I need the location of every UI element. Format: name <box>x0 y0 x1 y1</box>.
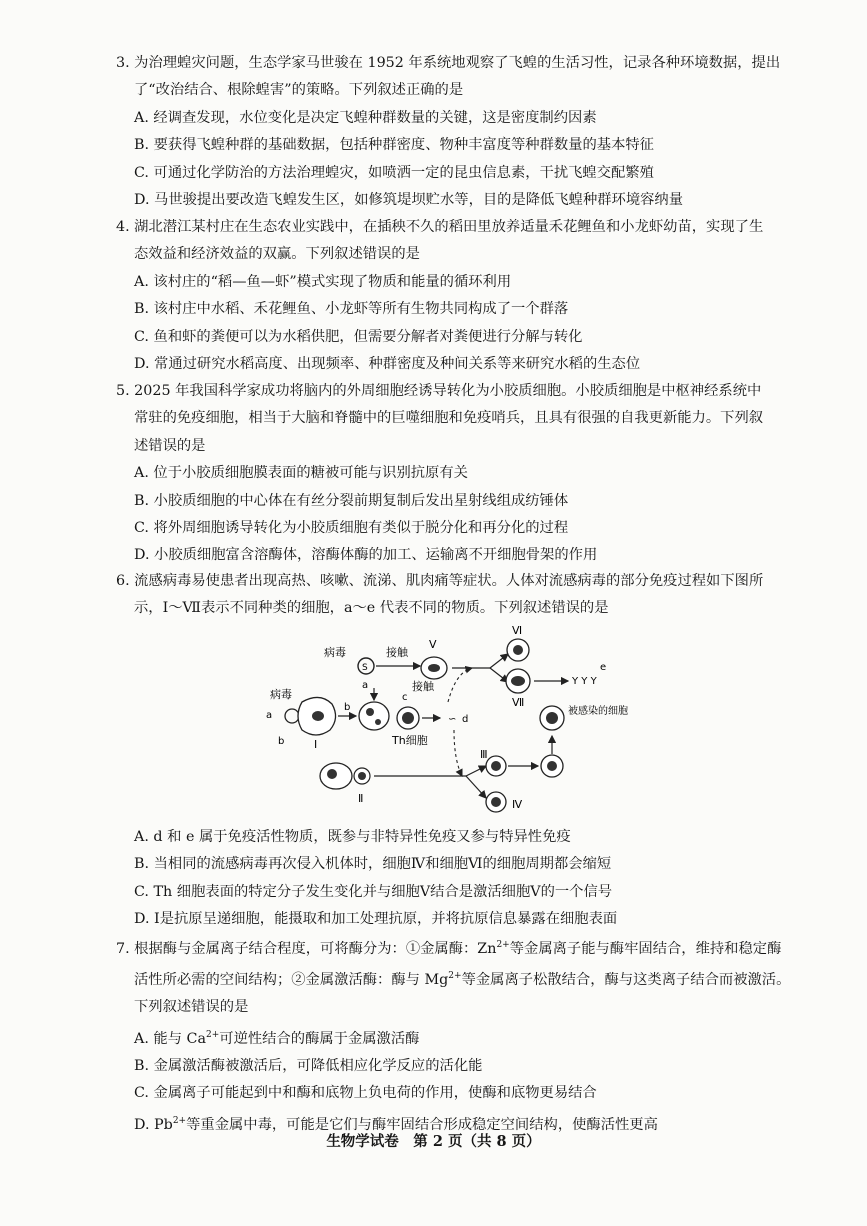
question-stem-line <box>116 932 832 963</box>
question-stem-line: 述错误的是 <box>134 437 206 454</box>
label-b: b <box>344 702 351 713</box>
question-6-options <box>116 824 832 934</box>
roman-vi: Ⅵ <box>512 624 523 637</box>
stem-text: 等金属离子能与酶牢固结合，维持和稳定酶 <box>509 940 782 957</box>
virus-label-left: 病毒 <box>270 688 292 701</box>
th-cell-icon <box>397 707 419 729</box>
roman-ii: Ⅱ <box>358 792 364 805</box>
option-d: D. 马世骏提出要改造飞蝗发生区，如修筑堤坝贮水等，目的是降低飞蝗种群环境容纳量 <box>134 192 684 209</box>
label-e: e <box>600 662 607 673</box>
question-4 <box>116 214 832 378</box>
option-text: 等重金属中毒，可能是它们与酶牢固结合形成稳定空间结构，使酶活性更高 <box>186 1116 658 1133</box>
roman-v: Ⅴ <box>429 638 437 651</box>
option-b: B. 该村庄中水稻、禾花鲤鱼、小龙虾等所有生物共同构成了一个群落 <box>134 301 569 318</box>
question-stem-line: 了“改治结合、根除蝗害”的策略。下列叙述正确的是 <box>134 82 464 99</box>
option-c: C. 可通过化学防治的方法治理蝗灾，如喷洒一定的昆虫信息素，干扰飞蝗交配繁殖 <box>134 164 654 181</box>
infected-cell-label: 被感染的细胞 <box>568 706 628 717</box>
roman-iv: Ⅳ <box>512 798 523 811</box>
infected-cell-icon <box>540 706 564 730</box>
option-c: C. 将外周细胞诱导转化为小胶质细胞有类似于脱分化和再分化的过程 <box>134 520 569 537</box>
antibody-icon: Y Y Y <box>572 676 597 687</box>
question-stem-line <box>116 963 832 994</box>
cell-iv-icon <box>486 792 506 812</box>
question-3 <box>116 50 832 214</box>
superscript: 2+ <box>206 1029 220 1040</box>
question-stem-line: 5. 2025 年我国科学家成功将脑内的外周细胞经诱导转化为小胶质细胞。小胶质细胞是中枢神经系统中 <box>116 383 762 399</box>
cell-iii-icon <box>486 756 506 776</box>
option-b: B. 金属激活酶被激活后，可降低相应化学反应的活化能 <box>134 1057 483 1074</box>
cytotoxic-cell-icon <box>541 755 563 777</box>
page-footer: 生物学试卷 第 2 页（共 8 页） <box>326 1133 541 1150</box>
label-a: a <box>362 680 369 691</box>
immune-process-diagram <box>262 624 628 816</box>
contact-label-top: 接触 <box>386 646 408 659</box>
option-c: C. Th 细胞表面的特定分子发生变化并与细胞Ⅴ结合是激活细胞Ⅴ的一个信号 <box>134 883 613 900</box>
option-c: C. 金属离子可能起到中和酶和底物上负电荷的作用，使酶和底物更易结合 <box>134 1085 597 1102</box>
option-d: D. 常通过研究水稻高度、出现频率、种群密度及种间关系等来研究水稻的生态位 <box>134 356 641 373</box>
cell-ii-icon <box>320 763 370 789</box>
option-b: B. 当相同的流感病毒再次侵入机体时，细胞Ⅳ和细胞Ⅵ的细胞周期都会缩短 <box>134 856 612 873</box>
option-a: A. 该村庄的“稻—鱼—虾”模式实现了物质和能量的循环利用 <box>134 273 512 290</box>
label-b: b <box>278 736 285 747</box>
option-a: A. d 和 e 属于免疫活性物质，既参与非特异性免疫又参与特异性免疫 <box>134 829 571 845</box>
contact-label-mid: 接触 <box>412 680 434 693</box>
question-stem-line: 下列叙述错误的是 <box>134 999 249 1016</box>
option-text: D. Pb <box>134 1116 173 1133</box>
option-b: B. 小胶质细胞的中心体在有丝分裂前期复制后发出星射线组成纺锤体 <box>134 492 569 509</box>
svg-text:S: S <box>362 663 368 673</box>
question-stem-line: 4. 湖北潜江某村庄在生态农业实践中，在插秧不久的稻田里放养适量禾花鲤鱼和小龙虾幼苗，实现了生 <box>116 219 764 235</box>
question-6 <box>116 568 832 623</box>
question-stem-line: 6. 流感病毒易使患者出现高热、咳嗽、流涕、肌肉痛等症状。人体对流感病毒的部分免疫过程如下图所 <box>116 573 764 589</box>
option-b: B. 要获得飞蝗种群的基础数据，包括种群密度、物种丰富度等种群数量的基本特征 <box>134 137 654 154</box>
superscript: 2+ <box>172 1115 187 1126</box>
question-stem-line: 3. 为治理蝗灾问题，生态学家马世骏在 1952 年系统地观察了飞蝗的生活习性，记录各种环境数据，提出 <box>116 55 781 71</box>
question-5 <box>116 378 832 570</box>
option-c: C. 鱼和虾的粪便可以为水稻供肥，但需要分解者对粪便进行分解与转化 <box>134 328 583 345</box>
virus-icon <box>358 658 374 674</box>
option-text: 可逆性结合的酶属于金属激活酶 <box>219 1030 420 1047</box>
question-7 <box>116 932 832 1139</box>
cell-vii-icon <box>506 669 530 693</box>
superscript: 2+ <box>496 940 510 950</box>
option-a <box>116 1022 832 1053</box>
stem-text: 等金属离子松散结合，酶与这类离子结合而被激活。 <box>461 971 791 988</box>
option-d: D. 小胶质细胞富含溶酶体，溶酶体酶的加工、运输离不开细胞骨架的作用 <box>134 547 598 564</box>
question-stem-line: 示，Ⅰ～Ⅶ表示不同种类的细胞，a～e 代表不同的物质。下列叙述错误的是 <box>134 600 609 617</box>
virus-label-top: 病毒 <box>324 646 346 659</box>
cell-v-icon <box>421 657 447 679</box>
option-d: D. Ⅰ是抗原呈递细胞，能摄取和加工处理抗原，并将抗原信息暴露在细胞表面 <box>134 911 618 928</box>
label-d: d <box>462 714 469 725</box>
question-stem-line: 态效益和经济效益的双赢。下列叙述错误的是 <box>134 246 420 263</box>
option-a: A. 位于小胶质细胞膜表面的糖被可能与识别抗原有关 <box>134 465 468 482</box>
presenting-cell-icon <box>359 702 389 730</box>
stem-text: 7. 根据酶与金属离子结合程度，可将酶分为：①金属酶：Zn <box>116 940 497 957</box>
option-text: A. 能与 Ca <box>134 1030 207 1047</box>
roman-iii: Ⅲ <box>480 748 488 761</box>
stem-text: 活性所必需的空间结构；②金属激活酶：酶与 Mg <box>134 971 449 988</box>
roman-vii: Ⅶ <box>512 696 525 709</box>
label-c: c <box>402 692 408 703</box>
th-cell-label: Th细胞 <box>392 734 428 747</box>
virus-icon <box>285 709 299 723</box>
cell-i-icon <box>298 697 336 735</box>
cytokine-icon: ∽ <box>448 714 457 725</box>
option-a: A. 经调查发现，水位变化是决定飞蝗种群数量的关键，这是密度制约因素 <box>134 109 597 126</box>
cell-vi-icon <box>507 639 529 661</box>
superscript: 2+ <box>448 971 462 982</box>
question-stem-line: 常驻的免疫细胞，相当于大脑和脊髓中的巨噬细胞和免疫哨兵，且具有很强的自我更新能力。下列叙 <box>134 410 764 427</box>
label-a: a <box>266 710 273 721</box>
roman-i: Ⅰ <box>314 738 318 751</box>
